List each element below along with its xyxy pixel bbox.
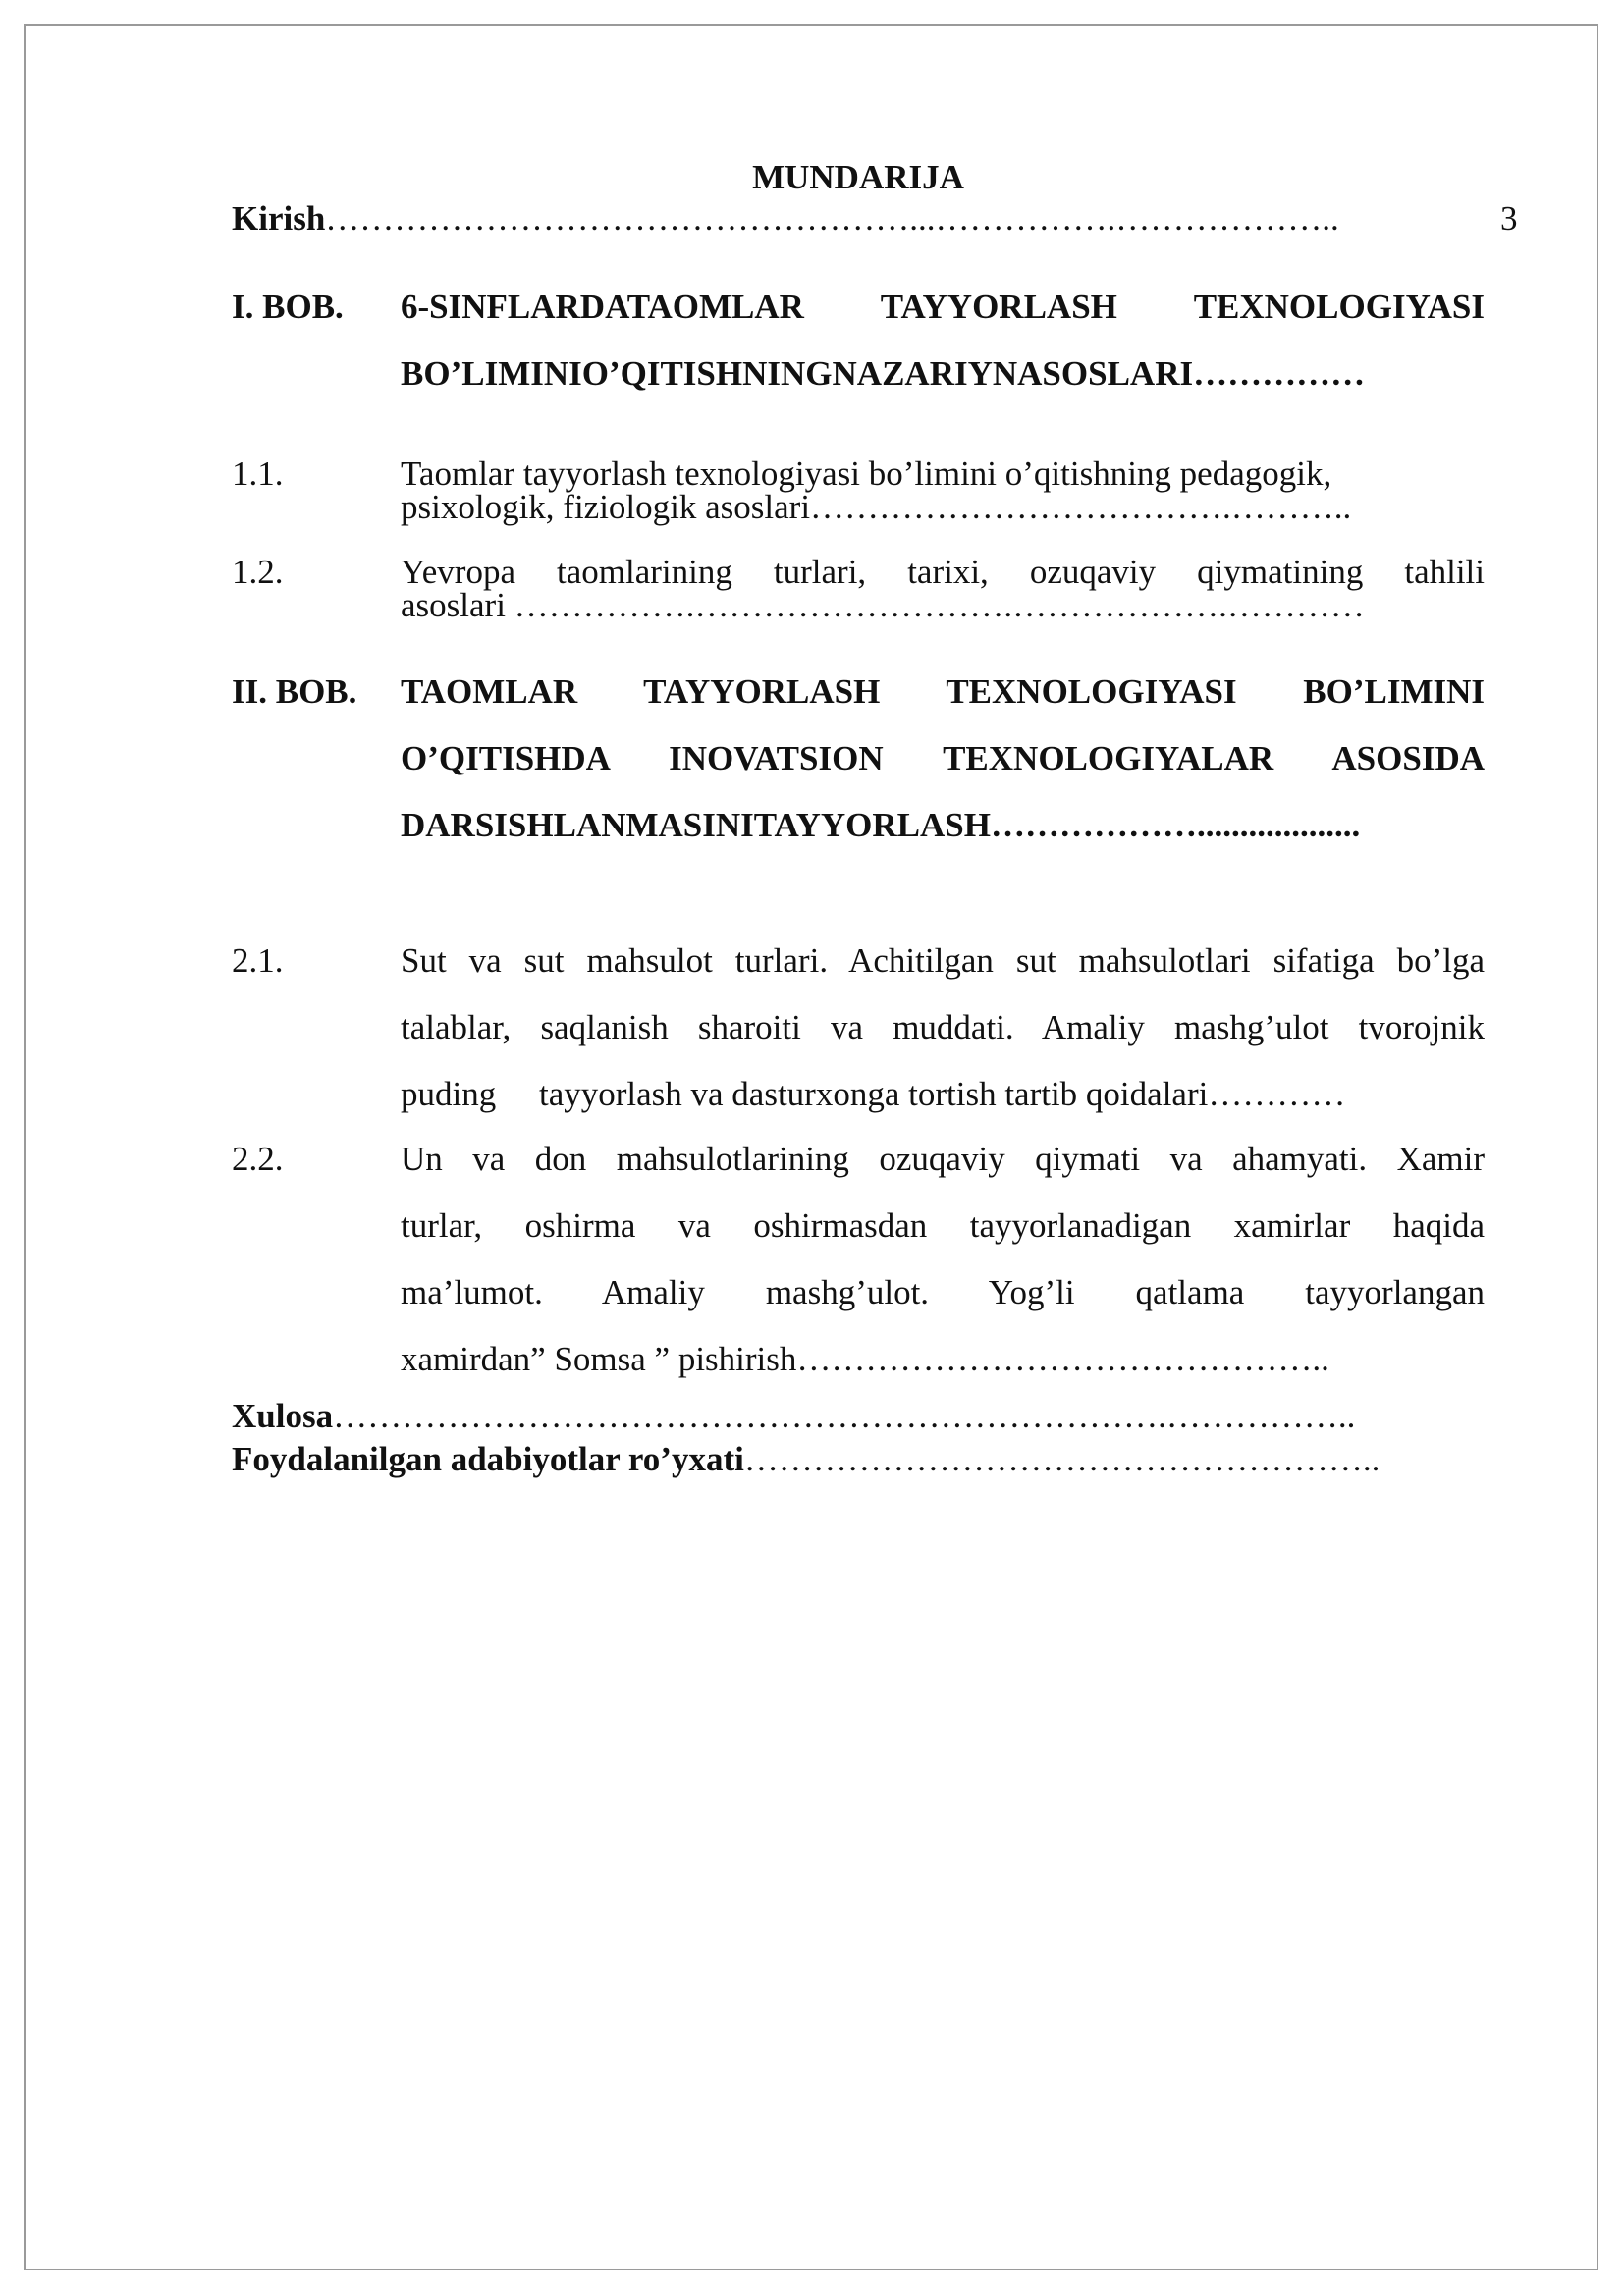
section-line: turlar, oshirma va oshirmasdan tayyorlanadigan xamirlar haqida <box>401 1206 1485 1245</box>
section-line: Un va don mahsulotlarining ozuqaviy qiymati va ahamyati. Xamir <box>401 1140 1485 1178</box>
chapter-1-title-line: BO’LIMINIO’QITISHNINGNAZARIYNASOSLARI…………… <box>401 354 1366 393</box>
chapter-1-title-line: 6-SINFLARDATAOMLAR TAYYORLASH TEXNOLOGIYASI <box>401 288 1485 326</box>
chapter-2-title <box>401 671 1485 846</box>
section-1-2-number: 1.2. <box>232 553 284 591</box>
toc-leader-dots: ……………………………………………...…………….……………….. <box>325 199 1339 238</box>
toc-page-number: 3 <box>1500 199 1518 238</box>
chapter-1-title <box>401 287 1485 395</box>
chapter-2-title-line: O’QITISHDA INOVATSION TEXNOLOGIYALAR ASOSIDA <box>401 739 1485 777</box>
toc-entry-references <box>232 1439 1380 1480</box>
section-line: Sut va sut mahsulot turlari. Achitilgan sut mahsulotlari sifatiga bo’lga <box>401 941 1485 980</box>
toc-leader-dots: ……………………………………………….. <box>743 1440 1380 1478</box>
section-1-1-number: 1.1. <box>232 454 284 493</box>
section-2-2-title <box>401 1139 1485 1380</box>
section-2-2-number: 2.2. <box>232 1140 284 1178</box>
chapter-2-label: II. BOB. <box>232 672 357 711</box>
section-1-1-title <box>401 454 1485 528</box>
section-line: Yevropa taomlarining turlari, tarixi, ozuqaviy qiymatining tahlili <box>401 553 1485 591</box>
section-line: Taomlar tayyorlash texnologiyasi bo’limini o’qitishning pedagogik, <box>401 454 1332 493</box>
section-2-1-number: 2.1. <box>232 941 284 980</box>
page-title: MUNDARIJA <box>752 158 964 196</box>
section-line: ma’lumot. Amaliy mashg’ulot. Yog’li qatlama tayyorlangan <box>401 1273 1485 1311</box>
toc-entry-label: Kirish <box>232 199 326 238</box>
section-2-1-title <box>401 940 1485 1115</box>
toc-entry-kirish <box>232 198 1339 240</box>
section-line: asoslari …………….……………………….……………….………… <box>401 586 1365 624</box>
chapter-2-title-line: DARSISHLANMASINITAYYORLASH………………................... <box>401 806 1361 844</box>
section-line: psixologik, fiziologik asoslari……………………………….……….. <box>401 488 1352 526</box>
toc-entry-label: Foydalanilgan adabiyotlar ro’yxati <box>232 1440 744 1478</box>
section-line: talablar, saqlanish sharoiti va muddati. Amaliy mashg’ulot tvorojnik <box>401 1008 1485 1046</box>
chapter-1-label: I. BOB. <box>232 288 344 326</box>
section-line: puding tayyorlash va dasturxonga tortish tartib qoidalari………… <box>401 1075 1346 1113</box>
toc-entry-label: Xulosa <box>232 1397 334 1435</box>
toc-leader-dots: ……………………………………………………………….…………….. <box>333 1397 1356 1435</box>
chapter-2-title-line: TAOMLAR TAYYORLASH TEXNOLOGIYASI BO’LIMINI <box>401 672 1485 711</box>
toc-entry-xulosa <box>232 1396 1355 1437</box>
section-line: xamirdan” Somsa ” pishirish……………………………………….. <box>401 1340 1329 1378</box>
section-1-2-title <box>401 552 1485 626</box>
